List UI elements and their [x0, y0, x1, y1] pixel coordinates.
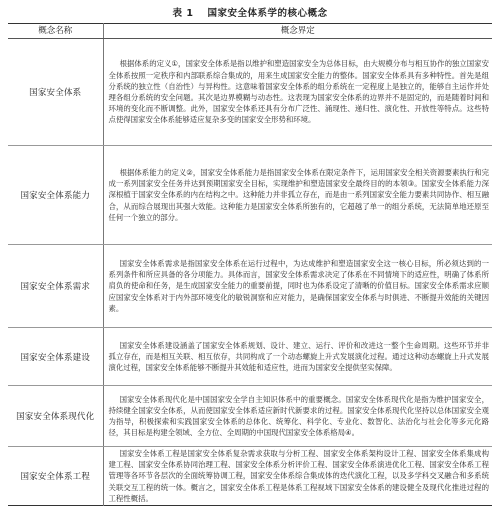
- table-row: [8, 39, 492, 146]
- concept-definition: 国家安全体系工程是国家安全体系复杂需求获取与分析工程、国家安全体系架构设计工程、国家安全体系集成构建工程、国家安全体系协同治理工程、国家安全体系分析评价工程、国家安全体系演进优化工程、国家安全体系工程管理等各环节各层次的全面统筹协调工程，国家安全体系综合集成体的迭代演化工程，以及多学科交叉融合和多系统关联交互工程的统一体。概言之，国家安全体系工程是体系工程视域下国家安全体系的建设健全及现代化推进过程的工程性概括。: [108, 449, 489, 503]
- concept-name: 国家安全体系建设: [8, 328, 103, 386]
- concept-name: 国家安全体系: [8, 39, 103, 146]
- table-row: [8, 146, 492, 245]
- table-row: [8, 447, 492, 506]
- concept-definition: 根据体系的定义①，国家安全体系是指以维护和塑造国家安全为总体目标，由大规模分布与相互协作的独立国家安全体系按照一定秩序和内部联系综合集成的，用来生成国家安全能力的整体。国家安全体系具有多种特性。首先是组分系统的独立性（自治性）与异构性。这意味着国家安全体系的组分系统在一定程度上是独立的，能够自主运作并处理各组分系统的安全问题。其次是边界模糊与动态性。这表现为国家安全体系的边界并不是固定的，而是随着时间和环境的变化而不断调整。此外，国家安全体系还具有分布广泛性、涌现性、递归性、演化性、开放性等特点。这些特点使得国家安全体系能够适应复杂多变的国家安全形势和环境。: [103, 39, 492, 146]
- concept-table: [8, 23, 492, 506]
- concept-name: 国家安全体系需求: [8, 245, 103, 328]
- concept-name: 国家安全体系工程: [8, 447, 103, 506]
- concept-definition: 根据体系能力的定义②，国家安全体系能力是指国家安全体系在限定条件下，运用国家安全相关资源要素执行和完成一系列国家安全任务并达到预期国家安全目标，实现维护和塑造国家安全最终目的的本领③。国家安全体系能力深深根植于国家安全体系的内在结构之中。这种能力并非孤立存在，而是由一系列国家安全能力要素共同协作、相互融合，从而综合展现出其强大效能。这种能力是国家安全体系所独有的，它超越了单一的组分系统，无法简单地还原至任何一个独立的部分。: [103, 146, 492, 245]
- header-concept-name: 概念名称: [8, 24, 103, 39]
- table-row: [8, 245, 492, 328]
- table-row: [8, 386, 492, 447]
- table-number: 表 1: [172, 8, 194, 19]
- concept-name: 国家安全体系现代化: [8, 386, 103, 447]
- concept-definition: 国家安全体系建设涵盖了国家安全体系规划、设计、建立、运行、评价和改进这一整个生命周期。这些环节并非孤立存在，而是相互关联、相互依存，共同构成了一个动态螺旋上升式发展演化过程。通过这种动态螺旋上升式发展演化过程，国家安全体系能够不断提升其效能和适应性，进而为国家安全提供坚实保障。: [103, 328, 492, 386]
- table-title: 国家安全体系学的核心概念: [207, 8, 328, 19]
- table-caption: [8, 7, 492, 21]
- concept-definition: 国家安全体系需求是指国家安全体系在运行过程中，为达成维护和塑造国家安全这一核心目标，所必须达到的一系列条件和所应具备的各分项能力。具体而言，国家安全体系需求决定了体系在不同情境下的适应性，明确了体系所肩负的使命和任务，是生成国家安全能力的重要前提，同时也为体系设定了清晰的价值目标。国家安全体系需求应顺应国家安全体系对于内外部环境变化的敏锐洞察和应对能力，是确保国家安全体系与时俱进、不断提升效能的关键因素。: [103, 245, 492, 328]
- table-row: [8, 328, 492, 386]
- table-header-row: [8, 24, 492, 39]
- header-concept-definition: 概念界定: [103, 24, 492, 39]
- concept-name: 国家安全体系能力: [8, 146, 103, 245]
- concept-definition: 国家安全体系现代化是中国国家安全学自主知识体系中的重要概念。国家安全体系现代化是指为维护国家安全，持续健全国家安全体系，从而使国家安全体系适应新时代新要求的过程。国家安全体系现代化坚持以总体国家安全观为指导，积极探索和实践国家安全体系的总体化、统筹化、科学化、专业化、数智化、法治化与社会化等多元化路径，其目标是构建全领域、全方位、全周期的中国现代国家安全体系格局④。: [103, 386, 492, 447]
